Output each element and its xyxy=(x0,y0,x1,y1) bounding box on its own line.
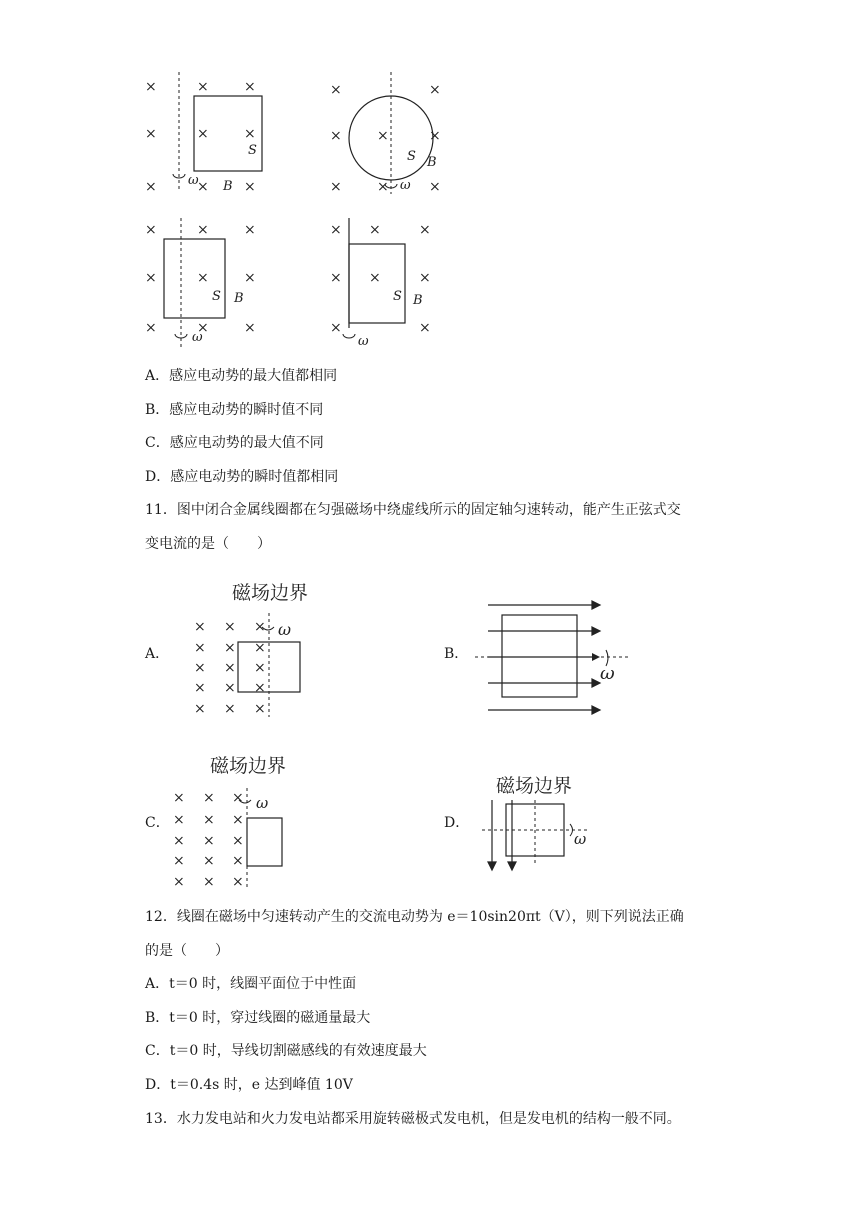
area-label: S xyxy=(248,143,257,158)
x-mark: × xyxy=(244,320,256,336)
svg-text:×: × xyxy=(254,701,266,717)
q10-option-c: C．感应电动势的最大值不同 xyxy=(145,435,324,451)
field-lines xyxy=(488,800,516,870)
svg-text:×: × xyxy=(194,701,206,717)
field-label: B xyxy=(427,155,437,170)
svg-text:×: × xyxy=(194,640,206,656)
svg-text:×: × xyxy=(173,874,185,890)
x-grid xyxy=(173,790,244,890)
x-mark: × xyxy=(330,320,342,336)
svg-text:×: × xyxy=(254,660,266,676)
svg-text:×: × xyxy=(224,701,236,717)
q10-figure-4 xyxy=(325,218,465,353)
coil xyxy=(247,818,282,866)
omega-label: ω xyxy=(358,334,369,349)
q10-option-a: A．感应电动势的最大值都相同 xyxy=(145,368,338,384)
q11-figure-c xyxy=(165,750,315,890)
svg-text:×: × xyxy=(173,812,185,828)
svg-text:×: × xyxy=(232,853,244,869)
rotation-arrow-icon xyxy=(570,824,573,836)
x-mark: × xyxy=(429,179,441,195)
svg-text:×: × xyxy=(254,619,266,635)
rotation-arrow-icon xyxy=(343,334,355,338)
x-mark: × xyxy=(244,79,256,95)
x-mark: × xyxy=(330,128,342,144)
q10-option-b: B．感应电动势的瞬时值不同 xyxy=(145,402,324,418)
omega-label: ω xyxy=(188,173,199,188)
boundary-label: 磁场边界 xyxy=(232,582,309,604)
svg-text:×: × xyxy=(232,790,244,806)
x-mark: × xyxy=(197,222,209,238)
boundary-label: 磁场边界 xyxy=(210,755,287,777)
x-mark: × xyxy=(429,128,441,144)
x-mark: × xyxy=(330,222,342,238)
x-mark: × xyxy=(419,270,431,286)
x-grid xyxy=(194,619,266,717)
x-mark: × xyxy=(419,222,431,238)
x-mark: × xyxy=(197,270,209,286)
svg-text:×: × xyxy=(232,812,244,828)
svg-text:×: × xyxy=(232,833,244,849)
omega-label: ω xyxy=(192,330,203,345)
q11-figure-d xyxy=(478,770,608,875)
q10-figure-1 xyxy=(140,72,280,197)
coil xyxy=(164,239,225,318)
q11-stem-line-1: 11．图中闭合金属线圈都在匀强磁场中绕虚线所示的固定轴匀速转动，能产生正弦式交 xyxy=(145,502,681,518)
x-mark: × xyxy=(197,79,209,95)
field-label: B xyxy=(234,291,244,306)
q11-option-c-label: C． xyxy=(145,815,170,831)
q11-stem-line-2: 变电流的是（ ） xyxy=(145,536,271,552)
x-mark: × xyxy=(145,179,157,195)
q11-option-a-label: A． xyxy=(145,646,170,662)
q11-figure-a xyxy=(190,575,330,720)
svg-text:×: × xyxy=(224,640,236,656)
x-mark: × xyxy=(244,126,256,142)
svg-text:×: × xyxy=(232,874,244,890)
x-mark: × xyxy=(145,126,157,142)
svg-text:×: × xyxy=(203,812,215,828)
x-mark: × xyxy=(145,270,157,286)
svg-text:×: × xyxy=(173,833,185,849)
omega-label: ω xyxy=(574,830,587,848)
svg-text:×: × xyxy=(224,660,236,676)
q10-figure-3 xyxy=(140,218,280,353)
x-mark: × xyxy=(145,222,157,238)
q10-option-d: D．感应电动势的瞬时值都相同 xyxy=(145,469,339,485)
x-mark: × xyxy=(244,270,256,286)
x-mark: × xyxy=(377,179,389,195)
svg-text:×: × xyxy=(254,640,266,656)
q11-figure-b xyxy=(470,595,635,720)
q12-stem-line-1: 12．线圈在磁场中匀速转动产生的交流电动势为 e＝10sin20πt（V），则下列说法正确 xyxy=(145,909,684,925)
q12-stem-line-2: 的是（ ） xyxy=(145,943,229,959)
x-mark: × xyxy=(369,270,381,286)
q12-option-d: D．t＝0.4s 时，e 达到峰值 10V xyxy=(145,1077,353,1093)
q13-stem-line-1: 13．水力发电站和火力发电站都采用旋转磁极式发电机，但是发电机的结构一般不同。 xyxy=(145,1111,681,1127)
svg-text:×: × xyxy=(173,790,185,806)
x-mark: × xyxy=(429,82,441,98)
area-label: S xyxy=(393,289,402,304)
svg-text:×: × xyxy=(173,853,185,869)
x-mark: × xyxy=(197,126,209,142)
x-mark: × xyxy=(330,270,342,286)
svg-text:×: × xyxy=(194,660,206,676)
omega-label: ω xyxy=(600,663,615,684)
q11-option-d-label: D． xyxy=(444,815,470,831)
q12-option-c: C．t＝0 时，导线切割磁感线的有效速度最大 xyxy=(145,1043,427,1059)
boundary-label: 磁场边界 xyxy=(496,775,573,797)
field-label: B xyxy=(223,179,233,194)
x-mark: × xyxy=(197,179,209,195)
svg-text:×: × xyxy=(254,680,266,696)
x-mark: × xyxy=(145,320,157,336)
svg-text:×: × xyxy=(203,833,215,849)
svg-text:×: × xyxy=(203,853,215,869)
x-mark: × xyxy=(244,222,256,238)
q10-figure-2 xyxy=(325,72,465,197)
omega-label: ω xyxy=(400,178,411,193)
x-mark: × xyxy=(377,128,389,144)
q12-option-a: A．t＝0 时，线圈平面位于中性面 xyxy=(145,976,357,992)
x-mark: × xyxy=(330,179,342,195)
omega-label: ω xyxy=(256,794,269,812)
x-mark: × xyxy=(197,320,209,336)
svg-text:×: × xyxy=(203,790,215,806)
area-label: S xyxy=(212,289,221,304)
q11-option-b-label: B． xyxy=(444,646,469,662)
field-label: B xyxy=(413,293,423,308)
omega-label: ω xyxy=(278,620,292,639)
svg-text:×: × xyxy=(194,680,206,696)
x-mark: × xyxy=(145,79,157,95)
x-mark: × xyxy=(330,82,342,98)
svg-text:×: × xyxy=(224,619,236,635)
svg-text:×: × xyxy=(194,619,206,635)
q12-option-b: B．t＝0 时，穿过线圈的磁通量最大 xyxy=(145,1010,371,1026)
coil xyxy=(502,615,577,697)
svg-text:×: × xyxy=(224,680,236,696)
x-mark: × xyxy=(369,222,381,238)
x-mark: × xyxy=(244,179,256,195)
x-mark: × xyxy=(419,320,431,336)
area-label: S xyxy=(407,149,416,164)
svg-text:×: × xyxy=(203,874,215,890)
